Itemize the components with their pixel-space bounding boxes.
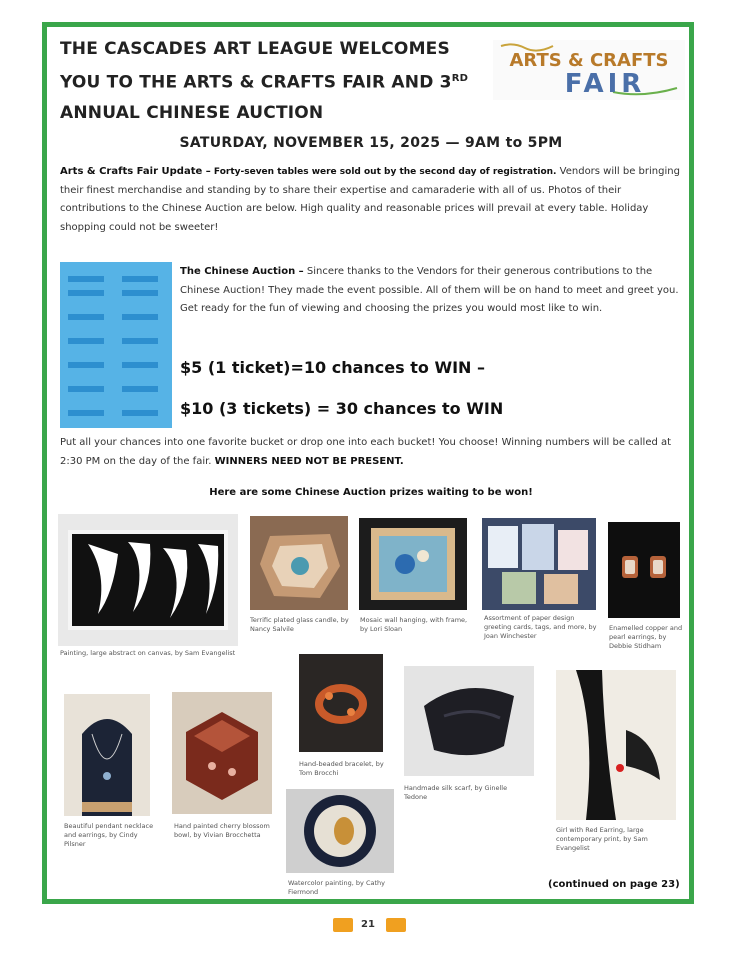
event-date: SATURDAY, NOVEMBER 15, 2025 — 9AM to 5PM [179, 135, 563, 151]
prize-photo-bowl [172, 692, 272, 814]
headline-line-3: ANNUAL CHINESE AUCTION [60, 102, 324, 123]
prize-photo-print [556, 670, 676, 820]
fair-update-lead: Arts & Crafts Fair Update – [60, 166, 211, 177]
ticket-photo [60, 262, 172, 428]
prize-photo-cards [482, 518, 596, 610]
prize-photo-necklace [64, 694, 150, 816]
auction-text: Sincere thanks to the Vendors for their generous contributions to the Chinese Auction! They made the event possible. All of them will be on hand to meet and greet you. Get ready for the fun of viewing and choosing the prizes you would most like to win. [180, 266, 679, 314]
price-one-ticket: $5 (1 ticket)=10 chances to WIN – [180, 358, 485, 377]
svg-text:ARTS & CRAFTS: ARTS & CRAFTS [509, 50, 669, 71]
fair-update-paragraph [60, 163, 684, 237]
caption-mosaic: Mosaic wall hanging, with frame, by Lori Sloan [360, 616, 468, 633]
footer-tab-right [386, 918, 406, 932]
headline-line-1: THE CASCADES ART LEAGUE WELCOMES [60, 39, 450, 59]
buckets-text: Put all your chances into one favorite bucket or drop one into each bucket! You choose! Winning numbers will be called at 2:30 PM on the day of the fair. [60, 437, 672, 467]
prize-photo-candle [250, 516, 348, 610]
prize-photo-painting [58, 514, 238, 646]
prize-photo-scarf [404, 666, 534, 776]
prize-photo-mosaic [359, 518, 467, 610]
caption-scarf: Handmade silk scarf, by Ginelle Tedone [404, 784, 508, 801]
fair-update-highlight: Forty-seven tables were sold out by the second day of registration. [213, 167, 557, 177]
footer-tab-left [333, 918, 353, 932]
page-number: 21 [361, 919, 375, 930]
buckets-paragraph [60, 434, 684, 471]
caption-watercolor: Watercolor painting, by Cathy Fiermond [288, 879, 385, 896]
auction-paragraph [180, 263, 684, 319]
caption-candle: Terrific plated glass candle, by Nancy Salvile [250, 616, 349, 633]
prize-photo-watercolor [286, 789, 394, 873]
price-three-tickets: $10 (3 tickets) = 30 chances to WIN [180, 399, 504, 418]
arts-crafts-fair-logo [493, 40, 685, 100]
fair-update-text: Vendors will be bringing their finest merchandise and standing by to share their expertise and camaraderie with all of us. Photos of their contributions to the Chinese Auction are below. High quality and reasonable prices will prevail at every table. Holiday shopping could not be sweeter! [60, 166, 680, 233]
headline-line-2: YOU TO THE ARTS & CRAFTS FAIR AND 3RD [60, 72, 469, 93]
caption-cards: Assortment of paper design greeting cards, tags, and more, by Joan Winchester [484, 614, 597, 640]
caption-bowl: Hand painted cherry blossom bowl, by Vivian Brocchetta [174, 822, 270, 839]
caption-bracelet: Hand-beaded bracelet, by Tom Brocchi [299, 760, 384, 777]
prize-photo-bracelet [299, 654, 383, 752]
svg-text:FAIR: FAIR [564, 69, 646, 99]
winners-note: WINNERS NEED NOT BE PRESENT. [214, 455, 404, 467]
headline [60, 34, 500, 128]
caption-earrings: Enamelled copper and pearl earrings, by Debbie Stidham [609, 624, 683, 650]
continued-note: (continued on page 23) [548, 879, 680, 890]
caption-print: Girl with Red Earring, large contemporary print, by Sam Evangelist [556, 826, 648, 852]
prizes-heading: Here are some Chinese Auction prizes waiting to be won! [209, 487, 533, 498]
prize-photo-earrings [608, 522, 680, 618]
caption-necklace: Beautiful pendant necklace and earrings, by Cindy Pilsner [64, 822, 154, 848]
auction-lead: The Chinese Auction – [180, 266, 304, 277]
ordinal-suffix: RD [451, 73, 469, 84]
caption-painting: Painting, large abstract on canvas, by Sam Evangelist [60, 649, 236, 657]
